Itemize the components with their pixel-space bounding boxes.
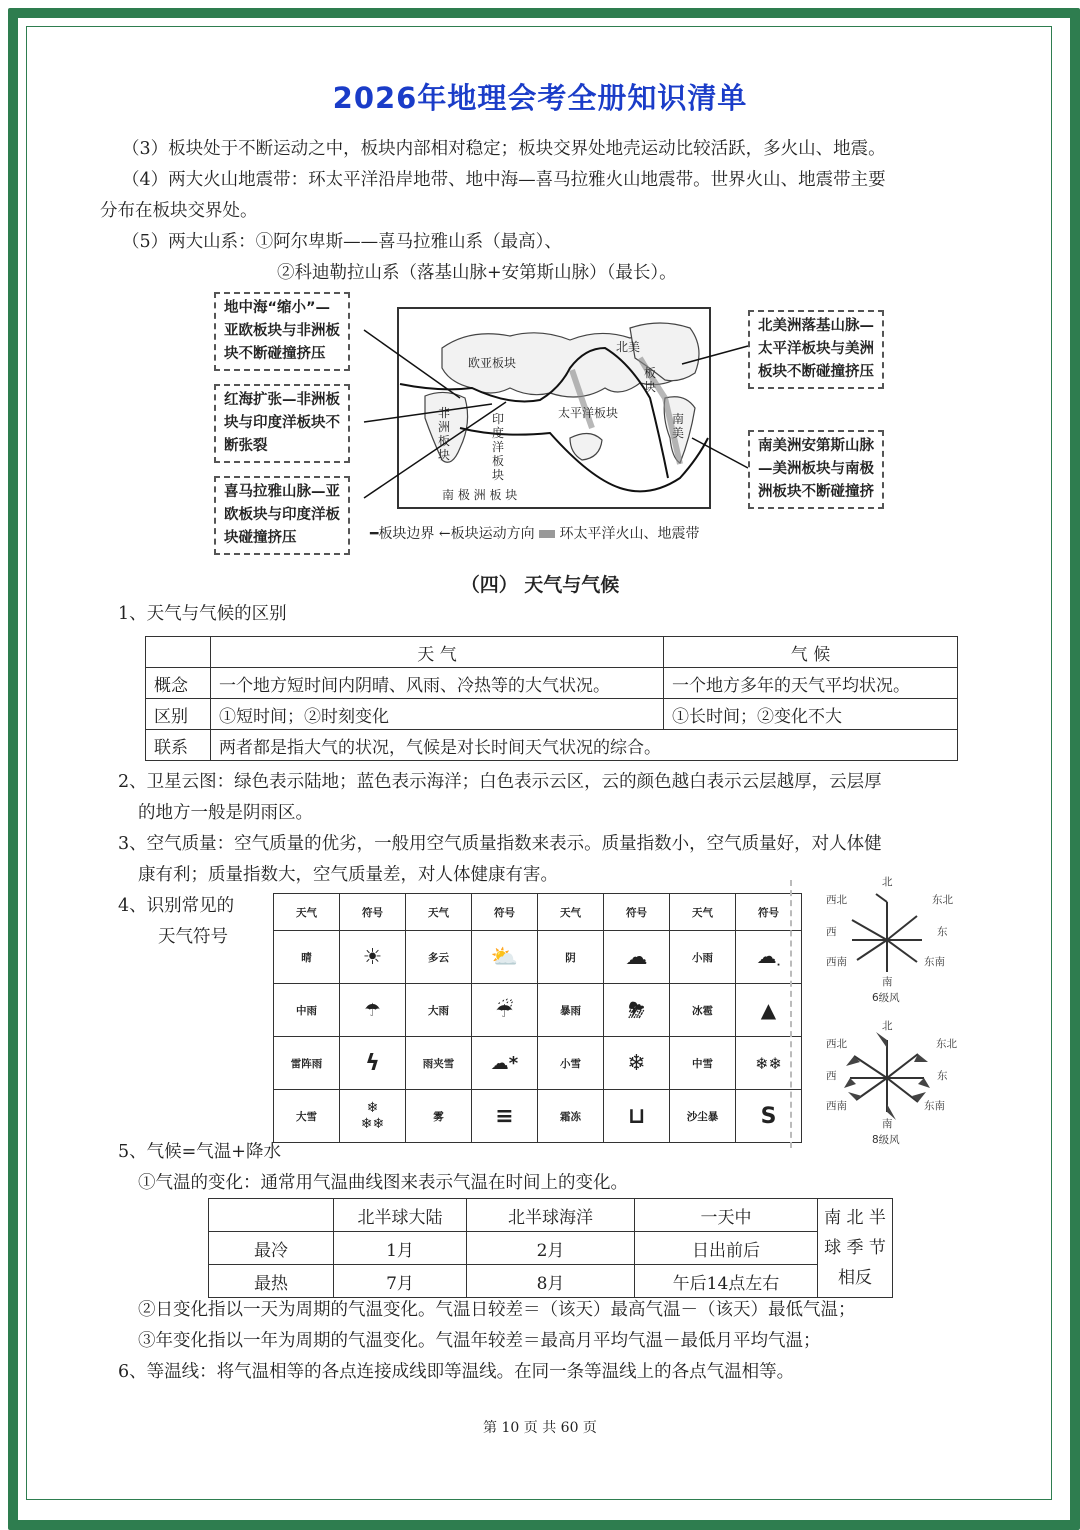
section4-heading: （四） 天气与气候 — [460, 574, 620, 596]
wind-level-8: 8级风 — [872, 1134, 900, 1146]
item2-cont: 的地方一般是阴雨区。 — [138, 803, 313, 823]
moderate-rain-icon: ☂ — [340, 984, 406, 1037]
map-label-indian: 印度洋板块 — [492, 412, 505, 482]
legend-belt-swatch — [539, 530, 555, 538]
callout-red-sea: 红海扩张—非洲板 块与印度洋板块不 断张裂 — [214, 384, 350, 463]
map-label-north-america: 北美 — [616, 340, 641, 354]
frost-icon: ⊔ — [604, 1090, 670, 1143]
sleet-icon: ☁* — [472, 1037, 538, 1090]
plates-para-4: （4）两大火山地震带：环太平洋沿岸地带、地中海—喜马拉雅火山地震带。世界火山、地震带主要 — [122, 170, 886, 190]
map-label-africa: 非洲板块 — [438, 406, 451, 462]
item3-cont: 康有利；质量指数大，空气质量差，对人体健康有害。 — [138, 865, 558, 885]
thunderstorm-icon: ϟ — [340, 1037, 406, 1090]
light-rain-icon: $☁_\cdot$ — [736, 931, 802, 984]
item6: 6、等温线：将气温相等的各点连接成线即等温线。在同一条等温线上的各点气温相等。 — [118, 1362, 795, 1382]
cloudy-icon: ⛅ — [472, 931, 538, 984]
sandstorm-icon: S — [736, 1090, 802, 1143]
wind-level-6: 6级风 — [872, 992, 900, 1004]
item3: 3、空气质量：空气质量的优劣，一般用空气质量指数来表示。质量指数小，空气质量好，对人体健 — [118, 834, 882, 854]
legend-motion-text: 板块运动方向 — [450, 526, 535, 542]
page-title: 2026年地理会考全册知识清单 — [332, 81, 748, 115]
map-label-south-america: 南美 — [672, 412, 685, 440]
sunny-icon: ☀ — [340, 931, 406, 984]
fog-icon: ≡ — [472, 1090, 538, 1143]
item5: 5、气候=气温+降水 — [118, 1142, 281, 1162]
item1: 1、天气与气候的区别 — [118, 604, 287, 624]
map-legend — [370, 524, 700, 544]
item4-cont: 天气符号 — [158, 927, 228, 947]
overcast-icon: ☁ — [604, 931, 670, 984]
item4: 4、识别常见的 — [118, 896, 235, 916]
map-label-eurasia: 欧亚板块 — [468, 356, 517, 370]
legend-arrow-icon: ← — [438, 526, 451, 542]
plate-map-figure — [210, 288, 900, 554]
callout-himalaya: 喜马拉雅山脉—亚 欧板块与印度洋板 块碰撞挤压 — [214, 476, 350, 555]
plates-para-3: （3）板块处于不断运动之中，板块内部相对稳定；板块交界处地壳运动比较活跃，多火山、地震。 — [122, 139, 886, 159]
page-footer: 第 10 页 共 60 页 — [483, 1420, 597, 1436]
moderate-snow-icon: ❄❄ — [736, 1037, 802, 1090]
weather-climate-table: 天 气 气 候 概念 一个地方短时间内阴晴、风雨、冷热等的大气状况。 一个地方多年的天气平均状况。 区别 ①短时间；②时刻变化 ①长时间；②变化不大 联系 两者都是指大气的状况，气候是对长时间天气状况的综合。 — [145, 636, 958, 761]
item5-2: ②日变化指以一天为周期的气温变化。气温日较差＝（该天）最高气温－（该天）最低气温； — [138, 1300, 856, 1320]
item5-3: ③年变化指以一年为周期的气温变化。气温年较差＝最高月平均气温－最低月平均气温； — [138, 1331, 821, 1351]
plates-para-5: （5）两大山系：①阿尔卑斯——喜马拉雅山系（最高）、 — [122, 232, 562, 252]
map-label-pacific: 太平洋板块 — [558, 406, 619, 420]
item5-1: ①气温的变化：通常用气温曲线图来表示气温在时间上的变化。 — [138, 1173, 628, 1193]
wind-symbols-figure: 北 东北 东 东南 南 西南 西 西北 6级风 北 东北 东 东南 南 西南 西 西北 8级风 — [790, 880, 982, 1148]
temperature-table: 北半球大陆 北半球海洋 一天中 南 北 半 球 季 节 相反 最冷 1月 2月 日出前后 最热 7月 8月 午后14点左右 — [208, 1198, 893, 1298]
legend-belt-text: 环太平洋火山、地震带 — [559, 526, 700, 542]
temp-note: 南 北 半 球 季 节 相反 — [818, 1199, 893, 1298]
heavy-rain-icon: ☔ — [472, 984, 538, 1037]
heavy-snow-icon: ❄ ❄❄ — [340, 1090, 406, 1143]
rainstorm-icon: ⛈ — [604, 984, 670, 1037]
legend-boundary-text: 板块边界 — [378, 526, 435, 542]
weather-symbol-table: 天气 符号 天气 符号 天气 符号 天气 符号 晴 ☀ 多云 ⛅ 阴 ☁ 小雨 $☁_\cdot$ 中雨 ☂ 大雨 ☔ 暴雨 ⛈ 冰雹 ▲ 雷阵雨 ϟ 雨夹雪 ☁* 小雪 ❄ 中雪 ❄❄ 大雪 ❄ ❄❄ 雾 ≡ 霜冻 ⊔ 沙尘暴 S — [273, 893, 802, 1143]
callout-mediterranean: 地中海“缩小”— 亚欧板块与非洲板 块不断碰撞挤压 — [214, 292, 350, 371]
map-label-antarctic: 南 极 洲 板 块 — [442, 488, 518, 502]
plates-para-5-cont: ②科迪勒拉山系（落基山脉+安第斯山脉）（最长）。 — [277, 263, 677, 283]
callout-rocky: 北美洲落基山脉— 太平洋板块与美洲 板块不断碰撞挤压 — [748, 310, 884, 389]
light-snow-icon: ❄ — [604, 1037, 670, 1090]
map-label-plate-char: 板块 — [644, 366, 657, 394]
callout-andes: 南美洲安第斯山脉 —美洲板块与南极 洲板块不断碰撞挤 — [748, 430, 884, 509]
plates-para-4-cont: 分布在板块交界处。 — [100, 201, 258, 221]
hail-icon: ▲ — [736, 984, 802, 1037]
legend-boundary-line: ━ — [370, 526, 379, 542]
item2: 2、卫星云图：绿色表示陆地；蓝色表示海洋；白色表示云区，云的颜色越白表示云层越厚，云层厚 — [118, 772, 882, 792]
